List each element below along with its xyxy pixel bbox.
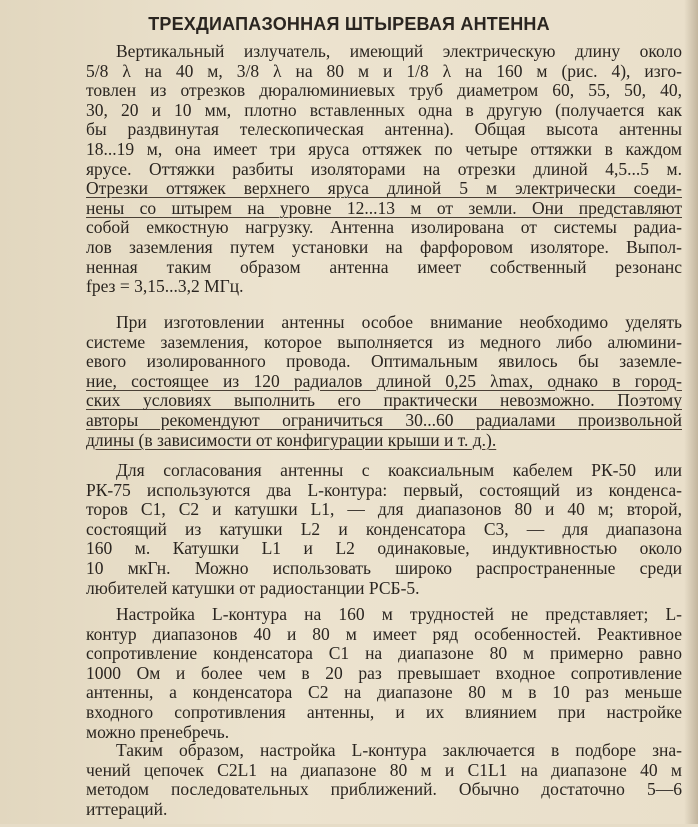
text-line: fрез = 3,15...3,2 МГц. bbox=[86, 277, 244, 297]
text-line: чений цепочек C2L1 на диапазоне 80 м и C1L1 на диапазоне 40 м bbox=[86, 760, 682, 780]
text-line: Отрезки оттяжек верхнего яруса длиной 5 м электрически соеди- bbox=[86, 179, 682, 199]
text-line: 10 мкГн. Можно использовать широко распространенные среди bbox=[86, 558, 682, 578]
text-line: евого изолированного провода. Оптимальным явилось бы заземле- bbox=[86, 352, 682, 372]
text-line: можно пренебречь. bbox=[86, 722, 230, 742]
text-line: 30, 20 и 10 мм, плотно вставленных одна в другую (получается как bbox=[86, 100, 682, 120]
text-line: 18...19 м, она имеет три яруса оттяжек по четыре оттяжки в каждом bbox=[86, 139, 682, 159]
text-line: собой емкостную нагрузку. Антенна изолирована от системы радиа- bbox=[86, 218, 682, 238]
text-line: антенны, а конденсатора C2 на диапазоне 80 м в 10 раз меньше bbox=[86, 683, 682, 703]
text-line: Настройка L-контура на 160 м трудностей не представляет; L- bbox=[116, 605, 682, 624]
page-title: ТРЕХДИАПАЗОННАЯ ШТЫРЕВАЯ АНТЕННА bbox=[148, 14, 550, 34]
text-line: любителей катушки от радиостанции РСБ-5. bbox=[86, 578, 420, 598]
text-line: ярусе. Оттяжки разбиты изоляторами на отрезки длиной 4,5...5 м. bbox=[86, 159, 682, 179]
text-line: ние, состоящее из 120 радиалов длиной 0,25 λmax, однако в город- bbox=[86, 371, 682, 391]
text-line: длины (в зависимости от конфигурации крыши и т. д.). bbox=[86, 430, 497, 450]
text-line: сопротивление конденсатора C1 на диапазоне 80 м примерно равно bbox=[86, 644, 682, 664]
paragraph-2 bbox=[86, 313, 682, 458]
text-line: бы раздвинутая телескопическая антенна). Общая высота антенны bbox=[86, 120, 682, 140]
text-line: авторы рекомендуют ограничиться 30...60 радиалами произвольной bbox=[86, 410, 682, 430]
text-line: 5/8 λ на 40 м, 3/8 λ на 80 м и 1/8 λ на 160 м (рис. 4), изго- bbox=[86, 61, 682, 81]
page-spine-shadow bbox=[684, 0, 698, 824]
text-line: 160 м. Катушки L1 и L2 одинаковые, индуктивностью около bbox=[86, 539, 682, 559]
paragraph-4 bbox=[86, 605, 682, 750]
text-line: иттераций. bbox=[86, 799, 168, 819]
text-line: Таким образом, настройка L-контура заключается в подборе зна- bbox=[116, 741, 682, 760]
paragraph-5 bbox=[86, 741, 682, 827]
text-line: торов C1, C2 и катушки L1, — для диапазонов 80 и 40 м; второй, bbox=[86, 500, 682, 520]
text-line: методом последовательных приближений. Обычно достаточно 5—6 bbox=[86, 780, 682, 800]
text-line: Вертикальный излучатель, имеющий электрическую длину около bbox=[116, 42, 682, 61]
text-line: товлен из отрезков дюралюминиевых труб диаметром 60, 55, 50, 40, bbox=[86, 81, 682, 101]
text-line: ненная таким образом антенна имеет собственный резонанс bbox=[86, 257, 682, 277]
text-line: лов заземления путем установки на фарфоровом изоляторе. Выпол- bbox=[86, 237, 682, 257]
text-line: РК-75 используются два L-контура: первый, состоящий из конденса- bbox=[86, 480, 682, 500]
text-line: ских условиях выполнить его практически невозможно. Поэтому bbox=[86, 391, 682, 411]
text-line: состоящий из катушки L2 и конденсатора C3, — для диапазона bbox=[86, 519, 682, 539]
text-line: Для согласования антенны с коаксиальным кабелем РК-50 или bbox=[116, 461, 682, 480]
text-line: При изготовлении антенны особое внимание необходимо уделять bbox=[116, 313, 682, 332]
text-line: 1000 Ом и более чем в 20 раз превышает входное сопротивление bbox=[86, 663, 682, 683]
text-line: входного сопротивления антенны, и их влиянием при настройке bbox=[86, 702, 682, 722]
text-line: контур диапазонов 40 и 80 м имеет ряд особенностей. Реактивное bbox=[86, 624, 682, 644]
text-line: системе заземления, которое выполняется из медного либо алюмини- bbox=[86, 332, 682, 352]
text-line: нены со штырем на уровне 12...13 м от земли. Они представляют bbox=[86, 198, 682, 218]
paragraph-1 bbox=[86, 42, 682, 305]
paragraph-3 bbox=[86, 461, 682, 606]
